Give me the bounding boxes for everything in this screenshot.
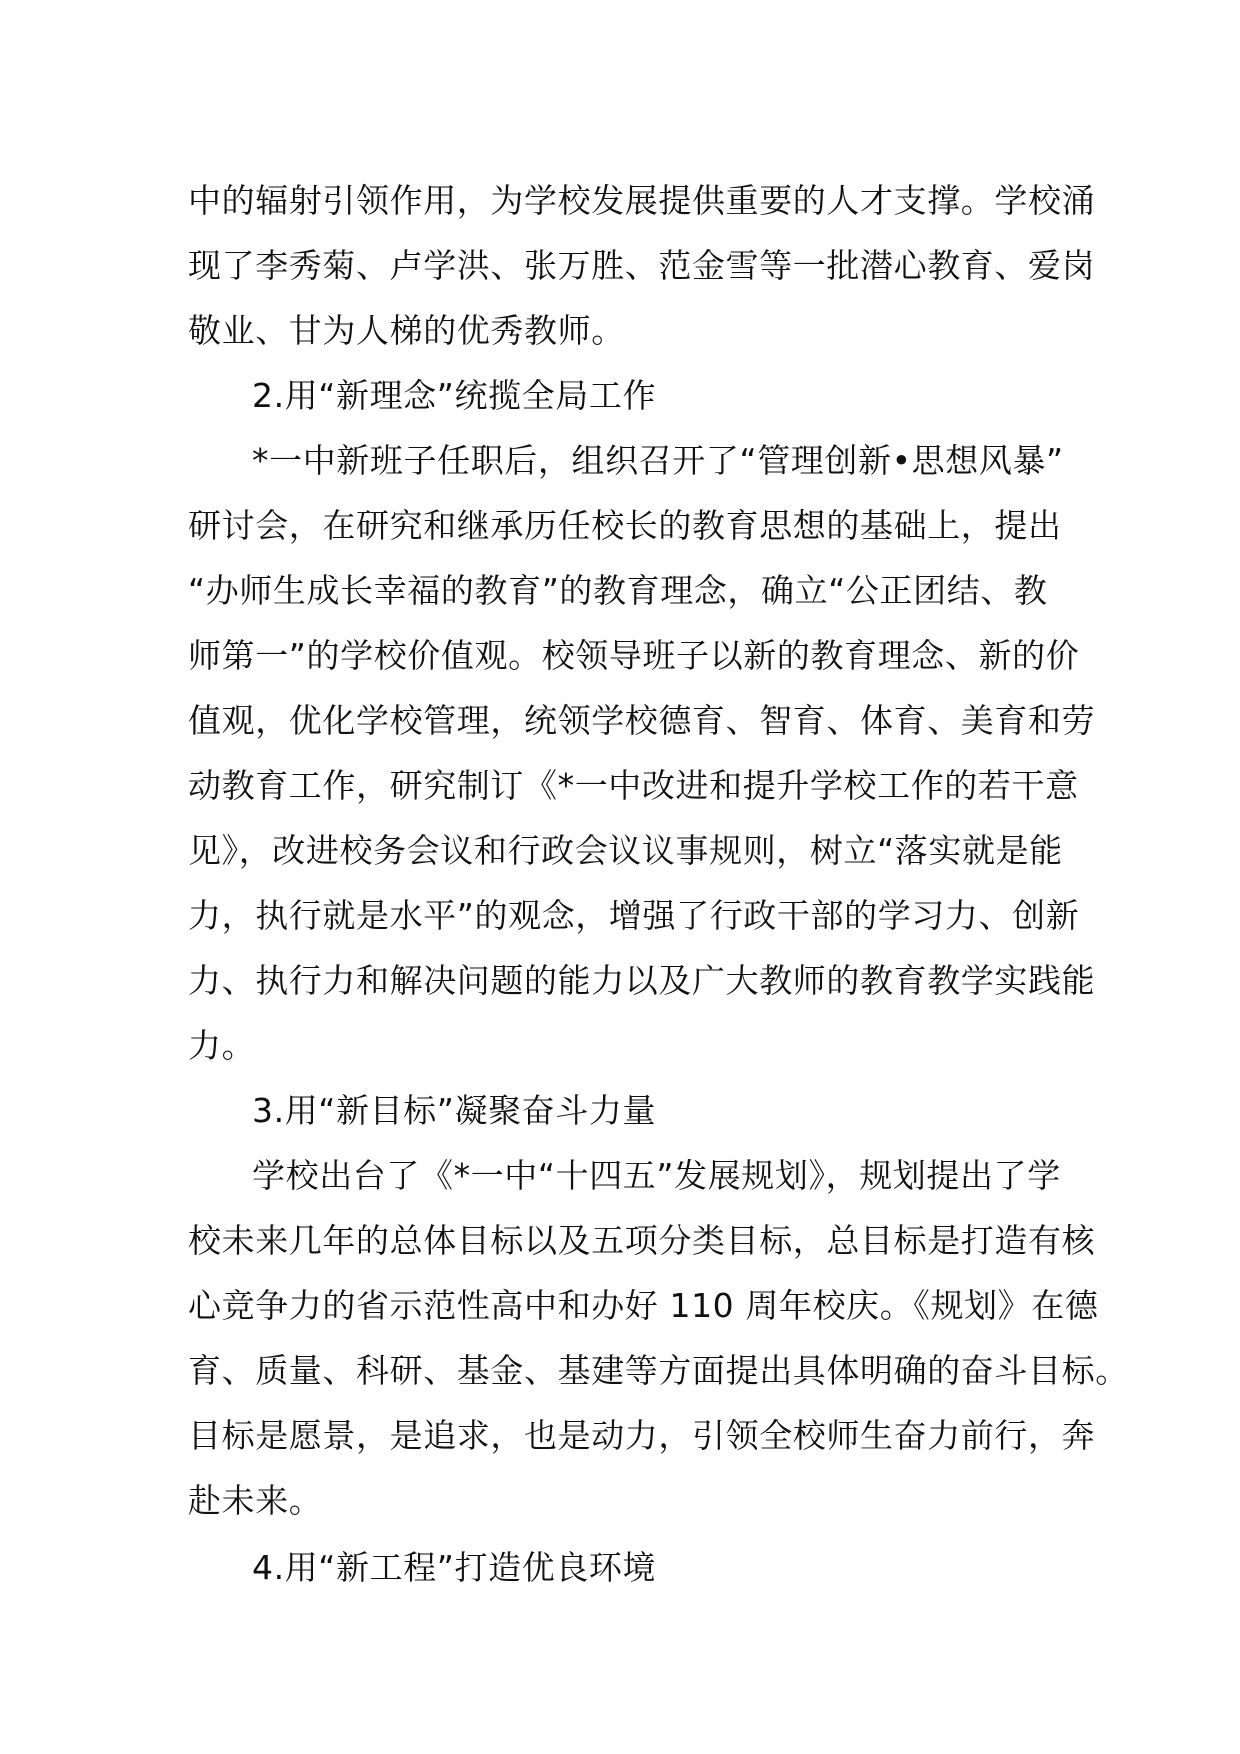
body-text-line: “办师生成长幸福的教育”的教育理念，确立“公正团结、教 [188, 571, 1048, 610]
section-heading-3: 3.用“新目标”凝聚奋斗力量 [252, 1091, 657, 1130]
body-text-line: 值观，优化学校管理，统领学校德育、智育、体育、美育和劳 [188, 701, 1096, 740]
body-text-line: 力，执行就是水平”的观念，增强了行政干部的学习力、创新 [188, 896, 1080, 935]
body-text-line: 力。 [188, 1026, 256, 1065]
body-text-line: 师第一”的学校价值观。校领导班子以新的教育理念、新的价 [188, 636, 1080, 675]
body-text-line: 中的辐射引领作用，为学校发展提供重要的人才支撑。学校涌 [188, 181, 1096, 220]
body-text-line: 心竞争力的省示范性高中和办好 110 周年校庆。《规划》在德 [188, 1286, 1099, 1325]
body-text-line: 育、质量、科研、基金、基建等方面提出具体明确的奋斗目标。 [188, 1351, 1129, 1390]
body-text-line: 现了李秀菊、卢学洪、张万胜、范金雪等一批潜心教育、爱岗 [188, 246, 1096, 285]
body-text-line: 见》，改进校务会议和行政会议议事规则，树立“落实就是能 [188, 831, 1063, 870]
section-heading-4: 4.用“新工程”打造优良环境 [252, 1548, 657, 1587]
body-text-line: 校未来几年的总体目标以及五项分类目标，总目标是打造有核 [188, 1221, 1096, 1260]
body-text-line: 动教育工作，研究制订《*一中改进和提升学校工作的若干意 [188, 766, 1079, 805]
body-text-line: 学校出台了《*一中“十四五”发展规划》，规划提出了学 [252, 1156, 1061, 1195]
body-text-line: 赴未来。 [188, 1481, 323, 1520]
body-text-line: *一中新班子任职后，组织召开了“管理创新•思想风暴” [252, 441, 1064, 480]
document-body [188, 168, 1129, 1600]
body-text-line: 敬业、甘为人梯的优秀教师。 [188, 311, 625, 350]
body-text-line: 力、执行力和解决问题的能力以及广大教师的教育教学实践能 [188, 961, 1096, 1000]
body-text-line: 目标是愿景，是追求，也是动力，引领全校师生奋力前行，奔 [188, 1416, 1096, 1455]
body-text-line: 研讨会，在研究和继承历任校长的教育思想的基础上，提出 [188, 506, 1062, 545]
section-heading-2: 2.用“新理念”统揽全局工作 [252, 376, 657, 415]
